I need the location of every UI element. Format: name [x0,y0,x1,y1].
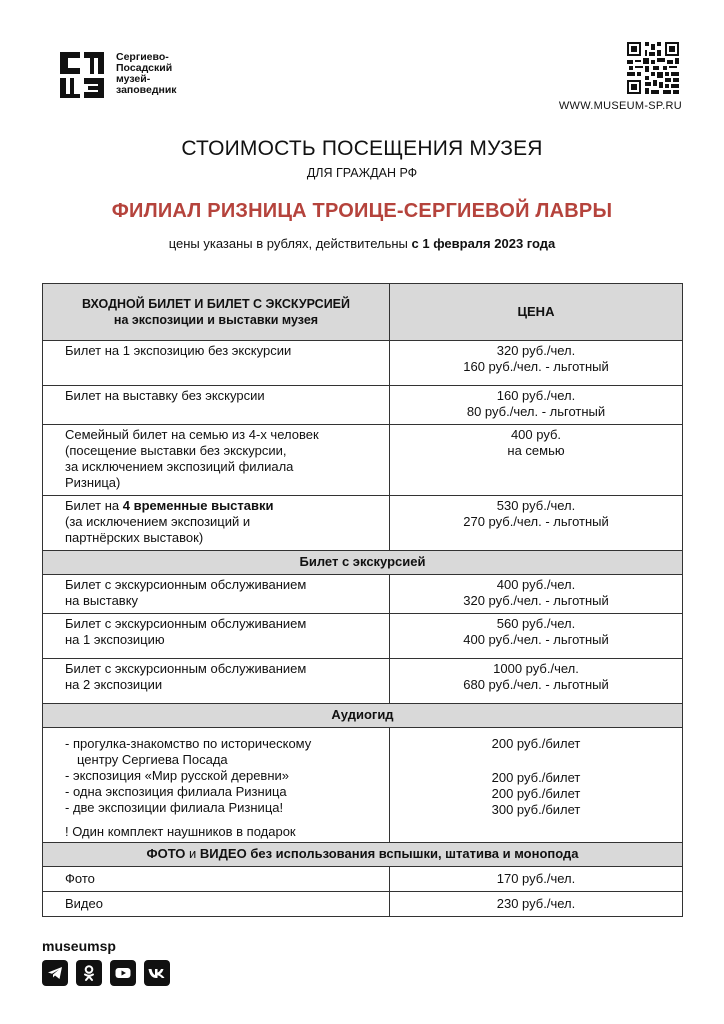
row-price: 320 руб./чел. [496,343,576,358]
row-description: (за исключением экспозиций и [65,514,251,529]
table-row [43,386,683,425]
audio-price: 200 руб./билет [491,736,581,751]
section-title [43,843,683,867]
museum-logo-icon [58,50,106,100]
audio-item: - одна экспозиция филиала Ризница [65,784,287,799]
section-title-rest: без использования вспышки, штатива и монопода [246,846,579,861]
row-description: на 1 экспозицию [65,632,165,647]
row-price-reduced: 320 руб./чел. - льготный [463,593,609,608]
row-price-reduced: 680 руб./чел. - льготный [463,677,609,692]
row-description: Билет с экскурсионным обслуживанием [65,577,307,592]
section-title-video: ВИДЕО [199,846,247,861]
table-row [43,867,683,892]
row-description: Билет с экскурсионным обслуживанием [65,616,307,631]
section-header-audioguide [43,704,683,728]
logo-text-line: заповедник [116,84,177,96]
logo-text-line: Посадский [116,62,173,74]
audio-item: - прогулка-знакомство по историческому [65,736,312,751]
row-description: партнёрских выставок) [65,530,204,545]
section-title: Аудиогид [43,704,683,728]
row-description: Видео [43,892,390,917]
vk-icon[interactable] [144,960,170,986]
row-price: 230 руб./чел. [390,892,683,917]
table-row [43,425,683,496]
audio-item: центру Сергиева Посада [77,752,228,767]
telegram-icon[interactable] [42,960,68,986]
table-header-price: ЦЕНА [390,284,683,341]
audio-footnote: ! Один комплект наушников в подарок [65,824,296,839]
museum-logo [58,50,177,100]
branch-title: ФИЛИАЛ РИЗНИЦА ТРОИЦЕ-СЕРГИЕВОЙ ЛАВРЫ [111,200,613,222]
section-title-and: и [185,846,200,861]
audio-price: 200 руб./билет [491,786,581,801]
row-price: 1000 руб./чел. [493,661,579,676]
table-row [43,575,683,614]
row-price: 160 руб./чел. [496,388,576,403]
row-price-reduced: 400 руб./чел. - льготный [463,632,609,647]
youtube-icon[interactable] [110,960,136,986]
row-description: (посещение выставки без экскурсии, [65,443,287,458]
row-description: Билет на выставку без экскурсии [65,388,265,403]
row-description: Билет на 1 экспозицию без экскурсии [65,343,292,358]
table-row [43,496,683,551]
section-title: Билет с экскурсией [43,551,683,575]
audio-item: - экспозиция «Мир русской деревни» [65,768,290,783]
qr-code-icon[interactable] [627,42,679,94]
audio-price: 200 руб./билет [491,770,581,785]
odnoklassniki-icon[interactable] [76,960,102,986]
logo-text-line: Сергиево- [116,51,169,63]
header-title: ВХОДНОЙ БИЛЕТ И БИЛЕТ С ЭКСКУРСИЕЙ [81,297,351,311]
row-price: 530 руб./чел. [496,498,576,513]
table-row [43,614,683,659]
row-description [65,498,381,514]
header-subtitle: на экспозиции и выставки музея [113,313,319,327]
row-description: Билет с экскурсионным обслуживанием [65,661,307,676]
row-description-text: Билет на [65,498,123,513]
row-description: на выставку [65,593,139,608]
section-header-photo-video [43,843,683,867]
logo-text-line: музей- [116,73,151,85]
page-subtitle: ДЛЯ ГРАЖДАН РФ [306,166,418,180]
social-block [42,938,178,986]
table-row-audioguide [43,728,683,843]
table-row [43,659,683,704]
row-price: 400 руб./чел. [496,577,576,592]
table-header-description [43,284,390,341]
audio-price: 300 руб./билет [491,802,581,817]
row-price: 400 руб. [510,427,562,442]
page-title: СТОИМОСТЬ ПОСЕЩЕНИЯ МУЗЕЯ [181,137,543,160]
row-description: Ризница) [65,475,121,490]
price-note-date: с 1 февраля 2023 года [411,236,556,251]
row-price-reduced: 270 руб./чел. - льготный [463,514,609,529]
row-price-reduced: 160 руб./чел. - льготный [463,359,609,374]
row-price: 170 руб./чел. [390,867,683,892]
social-handle: museumsp [42,938,116,954]
price-note-text: цены указаны в рублях, действительны [168,236,412,251]
row-description: за исключением экспозиций филиала [65,459,294,474]
row-price-reduced: 80 руб./чел. - льготный [466,404,606,419]
price-note [0,236,724,251]
audio-item: - две экспозиции филиала Ризница! [65,800,284,815]
section-header-excursion [43,551,683,575]
table-row [43,892,683,917]
row-description: Семейный билет на семью из 4-х человек [65,427,319,442]
row-description: Фото [43,867,390,892]
row-price-note: на семью [507,443,565,458]
row-description-bold: 4 временные выставки [122,498,274,513]
table-header-row [43,284,683,341]
website-url[interactable]: WWW.MUSEUM-SP.RU [558,100,682,112]
section-title-photo: ФОТО [146,846,186,861]
row-price: 560 руб./чел. [496,616,576,631]
price-table [42,283,683,917]
table-row [43,341,683,386]
row-description: на 2 экспозиции [65,677,163,692]
